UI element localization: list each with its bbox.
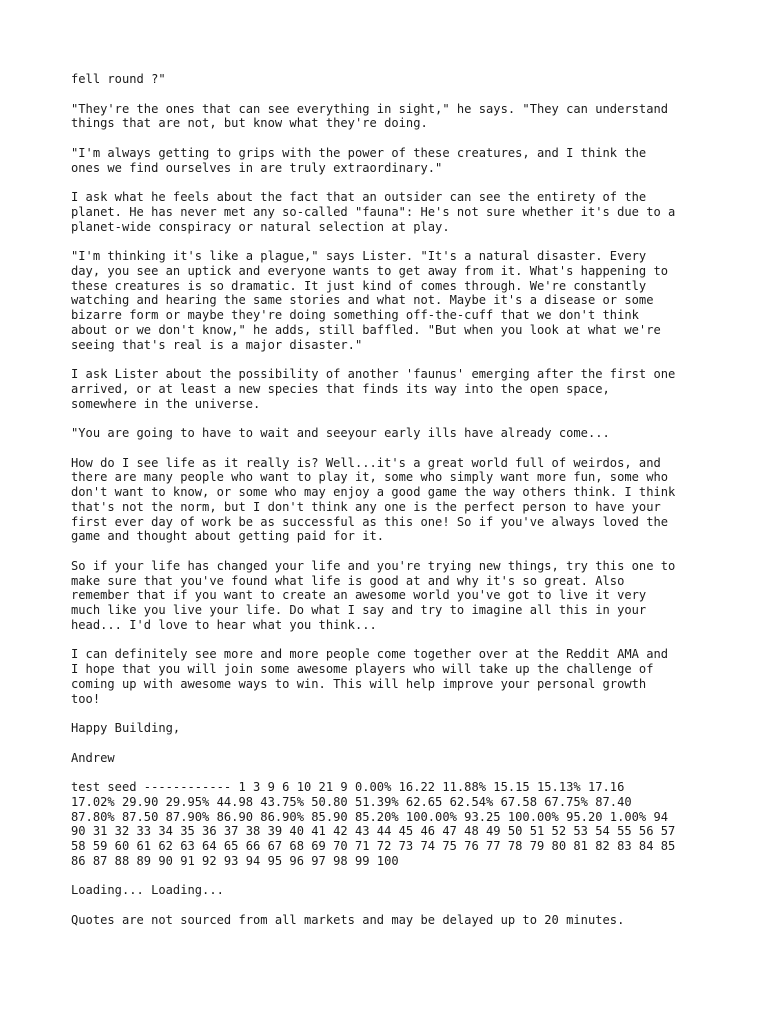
author-name: Andrew [71,750,115,765]
paragraph-5: "I'm thinking it's like a plague," says Lister. "It's a natural disaster. Every day, you see an uptick and everyone wants to get away from it. What's happening to these creatures is so dramatic. It just kind of comes through. We're constantly watching and hearing the same stories and what not. Maybe it's a disease or some bizarre form or maybe they're doing something off-the-cuff that we don't think about or we don't know," he adds, still baffled. "But when you look at what we're seeing that's real is a major disaster." [71,249,669,352]
sign-off: Happy Building, [71,721,181,735]
paragraph-3: "I'm always getting to grips with the power of these creatures, and I think the ones we find ourselves in are truly extraordinary." [71,145,647,175]
paragraph-6: I ask Lister about the possibility of another 'faunus' emerging after the first one arrived, or at least a new species that finds its way into the open space, somewhere in the universe. [71,367,676,411]
paragraph-7: "You are going to have to wait and seeyour early ills have already come... [71,426,610,440]
document-body [71,72,701,942]
paragraph-9: So if your life has changed your life and you're trying new things, try this one to make sure that you've found what life is good at and why it's so great. Also remember that if you want to create an awesome world you've got to live it very much like you live your life. Do what I say and try to imagine all this in your head... I'd love to hear what you think... [71,558,676,632]
paragraph-10: I can definitely see more and more people come together over at the Reddit AMA and I hope that you will join some awesome players who will take up the challenge of coming up with awesome ways to win. This will help improve your personal growth too! [71,647,669,706]
paragraph-8: How do I see life as it really is? Well...it's a great world full of weirdos, and there are many people who want to play it, some who simply want more fun, some who don't want to know, or some who may enjoy a good game the way others think. I think that's not the norm, but I don't think any one is the perfect person to have your first ever day of work be as successful as this one! So if you've always loved the game and thought about getting paid for it. [71,455,676,544]
loading-status: Loading... Loading... [71,883,224,898]
test-seed-data: test seed ------------ 1 3 9 6 10 21 9 0.00% 16.22 11.88% 15.15 15.13% 17.16 17.02% 29.90 29.95% 44.98 43.75% 50.80 51.39% 62.65 62.54% 67.58 67.75% 87.40 87.80% 87.50 87.90% 86.90 86.90% 85.90 85.20% 100.00% 93.25 100.00% 95.20 1.00% 94 90 31 32 33 34 35 36 37 38 39 40 41 42 43 44 45 46 47 48 49 50 51 52 53 54 55 56 57 58 59 60 61 62 63 64 65 66 67 68 69 70 71 72 73 74 75 76 77 78 79 80 81 82 83 84 85 86 87 88 89 90 91 92 93 94 95 96 97 98 99 100 [71,780,676,868]
paragraph-2: "They're the ones that can see everything in sight," he says. "They can understand things that are not, but know what they're doing. [71,101,669,131]
quotes-disclaimer: Quotes are not sourced from all markets and may be delayed up to 20 minutes. [71,912,625,927]
paragraph-1: fell round ?" [71,72,166,86]
paragraph-4: I ask what he feels about the fact that an outsider can see the entirety of the planet. He has never met any so-called "fauna": He's not sure whether it's due to a planet-wide conspiracy or natural selection at play. [71,190,676,234]
